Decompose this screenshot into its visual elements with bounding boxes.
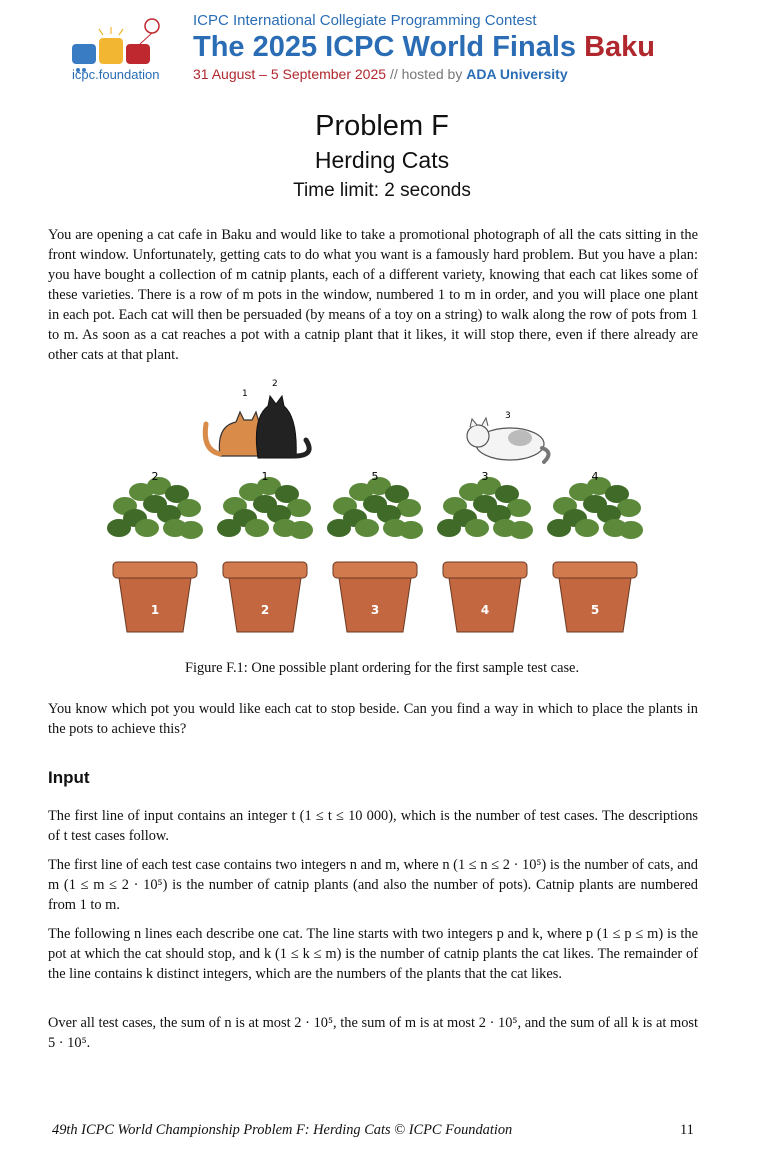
cat-label-1: 1 — [242, 389, 248, 399]
leaf — [465, 519, 489, 537]
leaf — [135, 519, 159, 537]
time-limit: Time limit: 2 seconds — [293, 180, 471, 201]
cat-white — [467, 411, 549, 462]
leaf — [163, 519, 187, 537]
plant-label: 1 — [261, 470, 269, 483]
pot-rim — [223, 562, 307, 578]
leaf — [473, 495, 497, 513]
intro-paragraph: You are opening a cat cafe in Baku and would like to take a promotional photograph of all the cats sitting in the front window. Unfortunately, getting cats to do what you want is a famously hard problem. But you have a plan: you have bought a collection of m catnip plants, each of a different variety, knowing that each cat likes some of these varieties. There is a row of m pots in the window, numbered 1 to m in order, and you will place one plant in each pot. Each cat will then be persuaded (by means of a toy on a string) to walk along the row of pots from 1 to m. As soon as a cat reaches a pot with a catnip plant that it likes, it will stop there, even if there already are other cats at that plant. — [48, 227, 698, 363]
event-title: The 2025 ICPC World Finals Baku — [193, 31, 655, 63]
plant-label: 4 — [591, 470, 599, 483]
leaf — [253, 495, 277, 513]
leaf — [355, 519, 379, 537]
page-number: 11 — [680, 1122, 694, 1138]
pot-number: 3 — [370, 603, 380, 617]
input-paragraph-4: Over all test cases, the sum of n is at most 2 · 10⁵, the sum of m is at most 2 · 10⁵, and the sum of all k is at most 5 · 10⁵. — [48, 1015, 698, 1051]
problem-title: Problem F — [315, 110, 449, 142]
pot-rim — [333, 562, 417, 578]
logo-text: icpc.foundation — [72, 67, 160, 82]
cat-label-2: 2 — [272, 379, 278, 389]
host-name: ADA University — [466, 66, 568, 82]
pot-number: 2 — [260, 603, 270, 617]
leaf — [583, 495, 607, 513]
pot-2 — [217, 470, 313, 632]
leaf — [383, 519, 407, 537]
leaf — [273, 519, 297, 537]
cat-black — [256, 379, 309, 458]
pot-5 — [547, 470, 643, 632]
leaf — [493, 519, 517, 537]
input-paragraph-2: The first line of each test case contains two integers n and m, where n (1 ≤ n ≤ 2 · 10⁵) is the number of cats, and m (1 ≤ m ≤ 2 · 10⁵) is the number of catnip plants (and also the number of pots). Catnip plants are numbered from 1 to m. — [48, 857, 698, 913]
event-city: Baku — [584, 31, 655, 63]
leaf — [603, 519, 627, 537]
footer-text: 49th ICPC World Championship Problem F: Herding Cats © ICPC Foundation — [52, 1122, 513, 1138]
pot-3 — [327, 470, 423, 632]
event-dates: 31 August – 5 September 2025 // hosted by ADA University — [193, 66, 568, 82]
leaf — [143, 495, 167, 513]
pot-number: 4 — [480, 603, 490, 617]
org-line: ICPC International Collegiate Programming Contest — [193, 12, 537, 29]
question-paragraph: You know which pot you would like each cat to stop beside. Can you find a way in which to place the plants in the pots to achieve this? — [48, 701, 698, 737]
input-paragraph-1: The first line of input contains an integer t (1 ≤ t ≤ 10 000), which is the number of test cases. The descriptions of t test cases follow. — [48, 808, 698, 844]
cat-label-3: 3 — [505, 411, 511, 421]
figure-caption: Figure F.1: One possible plant ordering for the first sample test case. — [184, 660, 580, 676]
input-heading: Input — [48, 768, 90, 787]
plant-label: 5 — [371, 470, 379, 483]
pot-4 — [437, 470, 533, 632]
plant-label: 3 — [481, 470, 489, 483]
pot-1 — [107, 470, 203, 632]
leaf — [245, 519, 269, 537]
leaf — [575, 519, 599, 537]
plant-label: 2 — [151, 470, 159, 483]
leaf — [363, 495, 387, 513]
figure-plants-cats — [80, 374, 680, 644]
pot-number: 5 — [590, 603, 600, 617]
pot-rim — [443, 562, 527, 578]
pot-rim — [553, 562, 637, 578]
problem-name: Herding Cats — [314, 147, 450, 173]
input-paragraph-3: The following n lines each describe one cat. The line starts with two integers p and k, where p (1 ≤ p ≤ m) is the pot at which the cat should stop, and k (1 ≤ k ≤ m) is the number of catnip plants the cat likes. The remainder of the line contains k distinct integers, which are the numbers of the plants that the cat likes. — [48, 926, 698, 982]
pot-rim — [113, 562, 197, 578]
pot-number: 1 — [150, 603, 160, 617]
